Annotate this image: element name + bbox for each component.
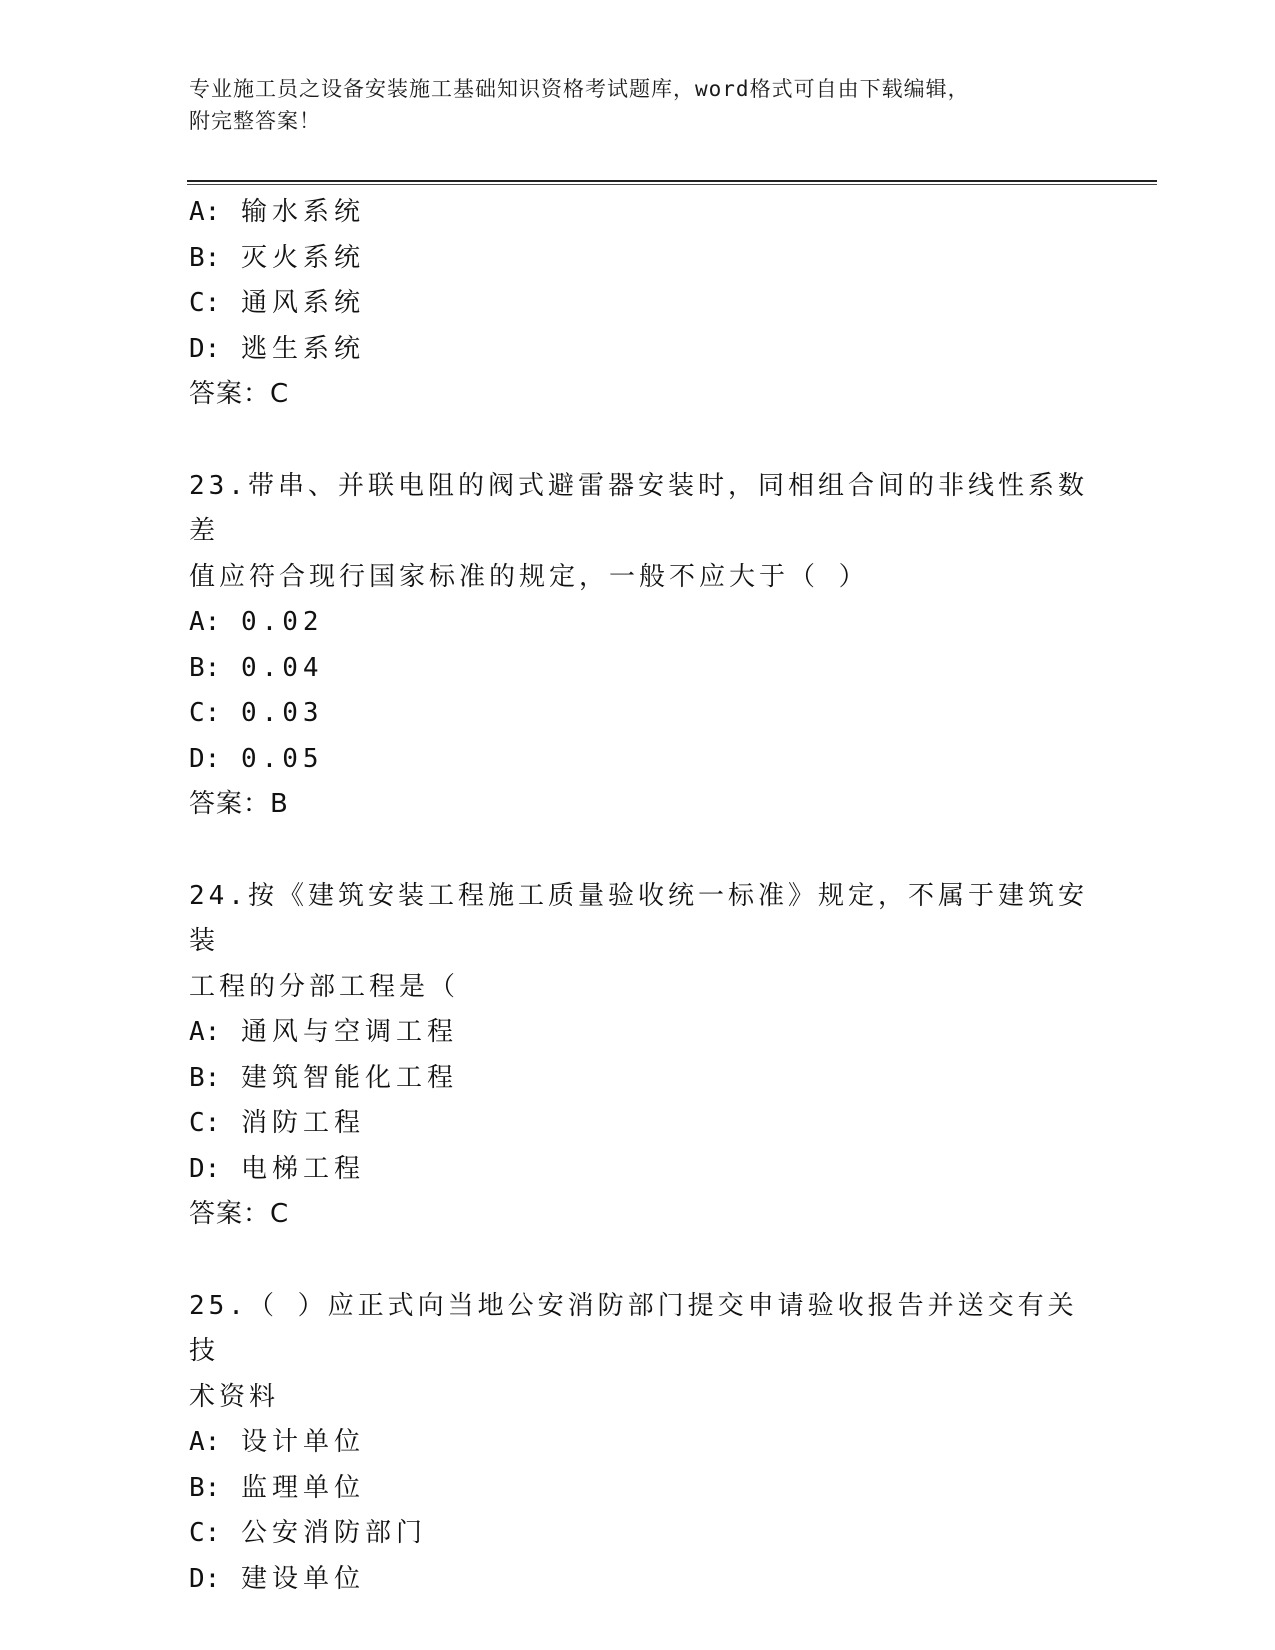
option-b xyxy=(189,1056,1089,1102)
option-text: 0.05 xyxy=(240,743,324,774)
option-label: D: xyxy=(189,1153,221,1184)
answer-line: 答案：C xyxy=(189,1199,290,1229)
answer-line: 答案：C xyxy=(189,379,290,409)
option-text: 建设单位 xyxy=(240,1563,365,1594)
option-text: 公安消防部门 xyxy=(240,1518,427,1548)
question-line-1: 25.（ ）应正式向当地公安消防部门提交申请验收报告并送交有关技 xyxy=(189,1290,1078,1366)
option-b xyxy=(189,646,1089,692)
spacer xyxy=(189,1238,1089,1284)
option-a xyxy=(189,190,1089,236)
option-text: 通风系统 xyxy=(240,288,365,318)
header-divider-thick xyxy=(187,180,1157,182)
option-label: C: xyxy=(189,698,221,728)
option-label: A: xyxy=(189,1427,221,1457)
option-label: A: xyxy=(189,607,221,637)
spacer xyxy=(189,418,1089,464)
option-text: 0.02 xyxy=(240,607,324,637)
question-list xyxy=(189,190,1089,1602)
question-block-25 xyxy=(189,1284,1089,1603)
answer-line: 答案：B xyxy=(189,789,289,819)
option-label: B: xyxy=(189,652,221,683)
question-line-2: 工程的分部工程是（ xyxy=(189,971,460,1002)
option-a xyxy=(189,600,1089,646)
option-b xyxy=(189,236,1089,282)
option-label: A: xyxy=(189,1017,221,1047)
header-line-1: 专业施工员之设备安装施工基础知识资格考试题库，word格式可自由下载编辑， xyxy=(189,77,970,101)
option-text: 输水系统 xyxy=(240,197,365,227)
option-text: 监理单位 xyxy=(240,1472,365,1503)
question-text xyxy=(189,464,1089,601)
document-header xyxy=(189,73,1089,137)
header-line-2: 附完整答案！ xyxy=(189,109,321,133)
option-c xyxy=(189,281,1089,327)
option-label: C: xyxy=(189,288,221,318)
option-c xyxy=(189,691,1089,737)
option-d xyxy=(189,1147,1089,1193)
option-d xyxy=(189,327,1089,373)
option-label: B: xyxy=(189,1062,221,1093)
question-block-prev xyxy=(189,190,1089,418)
option-text: 建筑智能化工程 xyxy=(240,1062,458,1093)
question-line-2: 值应符合现行国家标准的规定，一般不应大于（ ） xyxy=(189,561,869,592)
option-a xyxy=(189,1010,1089,1056)
option-text: 灭火系统 xyxy=(240,242,365,273)
option-text: 逃生系统 xyxy=(240,333,365,364)
option-label: B: xyxy=(189,242,221,273)
option-label: D: xyxy=(189,333,221,364)
question-text xyxy=(189,1284,1089,1421)
option-d xyxy=(189,737,1089,783)
option-text: 消防工程 xyxy=(240,1108,365,1138)
option-a xyxy=(189,1420,1089,1466)
option-text: 电梯工程 xyxy=(240,1153,365,1184)
option-text: 设计单位 xyxy=(240,1427,365,1457)
option-label: C: xyxy=(189,1518,221,1548)
option-c xyxy=(189,1511,1089,1557)
question-line-1: 24.按《建筑安装工程施工质量验收统一标准》规定，不属于建筑安装 xyxy=(189,880,1088,956)
option-d xyxy=(189,1557,1089,1603)
question-block-24 xyxy=(189,874,1089,1238)
option-label: A: xyxy=(189,197,221,227)
question-line-1: 23.带串、并联电阻的阀式避雷器安装时，同相组合间的非线性系数差 xyxy=(189,470,1088,546)
option-label: C: xyxy=(189,1108,221,1138)
question-block-23 xyxy=(189,464,1089,828)
option-label: B: xyxy=(189,1472,221,1503)
spacer xyxy=(189,828,1089,874)
option-label: D: xyxy=(189,1563,221,1594)
option-c xyxy=(189,1101,1089,1147)
option-b xyxy=(189,1466,1089,1512)
question-text xyxy=(189,874,1089,1011)
option-text: 0.03 xyxy=(240,698,324,728)
option-text: 通风与空调工程 xyxy=(240,1017,458,1047)
header-divider-thin xyxy=(187,184,1157,185)
option-label: D: xyxy=(189,743,221,774)
question-line-2: 术资料 xyxy=(189,1381,280,1412)
option-text: 0.04 xyxy=(240,652,324,683)
